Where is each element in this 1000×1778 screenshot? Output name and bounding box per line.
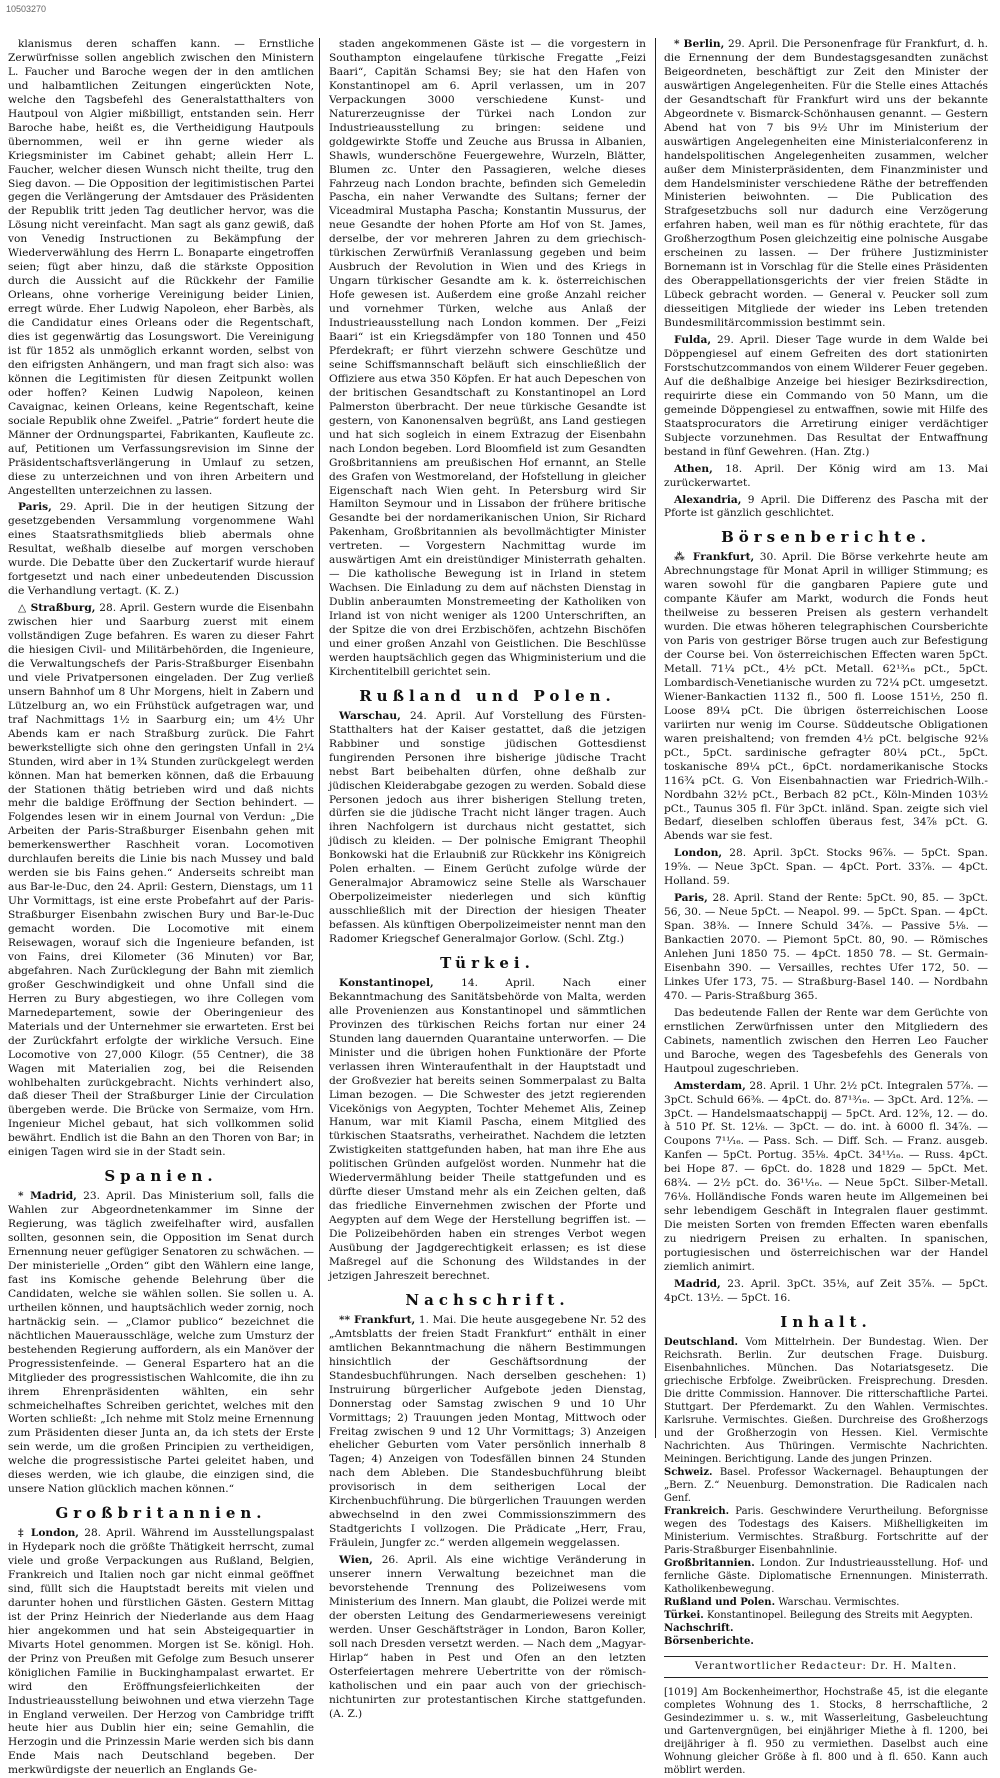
article-text: 24. April. Auf Vorstellung des Fürsten-Statthalters hat der Kaiser gestattet, daß die jetzigen Rabbiner und sonstige jüdischen Gottesdienst fungirenden Personen ihre bisherige jüdische Tracht nebst Bart beibehalten dürfen, ohne deßhalb zur jüdischen Kleiderabgabe gezogen zu werden. Sobald diese Personen jedoch aus ihrer bisherigen Stellung treten, dürfen sie die jüdische Tracht nicht länger tragen. Auch ihren Nachfolgern ist durchaus nicht gestattet, sich jüdisch zu kleiden. — Der polnische Emigrant Theophil Bonkowski hat die Erlaubniß zur Rückkehr ins Königreich Polen erhalten. — Einem Gerücht zufolge würde der Generalmajor Abramowicz seine Stelle als Warschauer Oberpolizeimeister niederlegen und sich künftig ausschließlich mit der Direction der hiesigen Theater befassen. Als künftigen Oberpolizeimeister nennt man den Radomer Kriegschef Generalmajor Gorlow. (Schl. Ztg.) xyxy=(329,709,646,946)
article-text: 28. April. Während im Ausstellungspalast in Hydepark noch die größte Thätigkeit herrscht, zumal viele und große Verpackungen aus Rußland, Belgien, Frankreich und Italien noch gar nicht einmal geöffnet sind, füllt sich die Hauptstadt bereits mit vielen und darunter hohen und fürstlichen Gästen. Gestern Mittag ist der Prinz Heinrich der Niederlande aus dem Haag hier angekommen und hat sein Absteigequartier in Mivarts Hotel genommen. Morgen ist Se. königl. Hoh. der Prinz von Preußen mit Gefolge zum Besuch unserer königlichen Familie in Buckinghampalast erwartet. Er wird den Eröffnungsfeierlichkeiten der Industrieausstellung beiwohnen und etwa vierzehn Tage in England verweilen. Der Herzog von Cambridge trifft heute hier aus Dublin hier ein; seine Gemahlin, die Herzogin und die Prinzessin Marie werden sich bis dann Ende Mais nach Deutschland begeben. Der merkwürdigste der neuerlich an Englands Ge- xyxy=(8,1527,314,1777)
dateline-place: London, xyxy=(674,847,723,860)
dateline-place: ‡ London, xyxy=(18,1527,79,1540)
toc-entry xyxy=(664,1505,988,1557)
article-text: 26. April. Als eine wichtige Veränderung in unserer innern Verwaltung bezeichnet man die bevorstehende Trennung des Polizeiwesens vom Ministerium des Innern. Man glaubt, die Polizei werde mit der obersten Leitung des Gendarmeriewesens vereinigt werden. Unser Geschäftsträger in London, Baron Koller, soll nach Dresden versetzt werden. — Nach dem „Magyar-Hirlap“ haben in Pest und Ofen an den letzten Osterfeiertagen mehrere Uebertritte von der römisch-katholischen und ein paar auch von der griechisch-nichtunirten zur protestantischen Kirche stattgefunden. (A. Z.) xyxy=(329,1554,646,1720)
article-text: 28. April. 3pCt. Stocks 96⅞. — 5pCt. Span. 19⅝. — Neue 3pCt. Span. — 4pCt. Port. 33⅞. — 4pCt. Holland. 59. xyxy=(664,847,988,888)
dateline-place: ⁂ Frankfurt, xyxy=(674,551,755,564)
article-france-continued: klanismus deren schaffen kann. — Ernstliche Zerwürfnisse sollen angeblich zwischen den Ministern L. Faucher und Baroche wegen der in den amtlichen und halbamtlichen Zeitungen eingerückten Note, welche den Tagsbefehl des Generalstatthalters von Hautpoul von Algier mißbilligt, entstanden sein. Herr Baroche habe, heißt es, die Vertheidigung Hautpouls übernommen, weil er ihn gerne wieder als Kriegsminister im Cabinet gehabt; allein Herr L. Faucher, welcher diesen Wunsch nicht theilte, trug den Sieg davon. — Die Opposition der legitimistischen Partei gegen die Verlängerung der Amtsdauer des Präsidenten der Republik tritt jeden Tag deutlicher hervor, was die Lösung nicht vereinfacht. Man sagt als ganz gewiß, daß von Venedig Instructionen zu Bekämpfung der Wiederverwählung des Herrn L. Bonaparte eingetroffen seien; fügt aber hinzu, daß die stärkste Opposition durch die Aussicht auf die Rückkehr der Familie Orleans, ohne vorherige Vereinigung beider Linien, erregt würde. Eher Ludwig Napoleon, eher Barbès, als die Candidatur eines Orleans oder die Regentschaft, dies ist gegenwärtig das Losungswort. Die Vereinigung ist für 1852 als unmöglich erkannt worden, selbst von den eifrigsten Anhängern, und man fragt sich also: was können die Legitimisten für diesen Zeitpunkt wollen oder hoffen? Keinen Ludwig Napoleon, keinen Cavaignac, keinen Orleans, keine Regentschaft, keine sociale Republik ohne Zweifel. „Patrie“ fordert heute die Männer der Ordnungspartei, Fabrikanten, Kaufleute zc. auf, Petitionen um Verfassungsrevision im Sinne der Präsidentschaftsverlängerung in Umlauf zu setzen, diese zu unterzeichnen und von ihren Arbeitern und Angestellten unterzeichnen zu lassen. xyxy=(8,38,314,497)
article-fulda xyxy=(664,334,988,460)
dateline-place: * Madrid, xyxy=(18,1190,77,1203)
toc-entry-head: Großbritannien. xyxy=(664,1557,755,1569)
article-text: 1. Mai. Die heute ausgegebene Nr. 52 des „Amtsblatts der freien Stadt Frankfurt“ enthält in einer amtlichen Bekanntmachung die nähern Bestimmungen hinsichtlich der Geschäftsordnung der Standesbuchführungen. Nach derselben geschehen: 1) Instruirung bürgerlicher Aufgebote jeden Dienstag, Donnerstag oder Samstag zwischen 9 und 10 Uhr Vormittags; 2) Trauungen jeden Montag, Mittwoch oder Freitag zwischen 9 und 12 Uhr Vormittags; 3) Anzeigen ehelicher Geburten vom Vater persönlich innerhalb 8 Tagen; 4) Anzeigen von Todesfällen binnen 24 Stunden nach dem Ableben. Die Standesbuchführung bleibt provisorisch in dem seitherigen Local der Kirchenbuchführung. Die bürgerlichen Trauungen werden abwechselnd in den zwei Commissionszimmern des Stadtgerichts I vollzogen. Die Prädicate „Herr, Frau, Fräulein, Jungfer zc.“ werden allgemein weggelassen. xyxy=(329,1313,647,1550)
article-warschau xyxy=(329,710,646,947)
toc-entry-text: Basel. Professor Wackernagel. Behauptungen der „Bern. Z.“ Neuenburg. Demonstration. Die Radicalen nach Genf. xyxy=(664,1466,989,1504)
dateline-place: Amsterdam, xyxy=(674,1079,746,1092)
toc-entry-text: Vom Mittelrhein. Der Bundestag. Wien. Der Reichsrath. Berlin. Zur deutschen Frage. Duisburg. Eisenbahnliches. München. Das Notariatsgesetz. Die griechische Erbfolge. Zweibrücken. Freisprechung. Dresden. Die dritte Commission. Hannover. Die ritterschaftliche Partei. Stuttgart. Der Pferdemarkt. Zu den Wahlen. Vermischtes. Karlsruhe. Vermischtes. Gießen. Durchreise des Großherzogs und der Großherzogin von Hessen. Kiel. Vermischte Nachrichten. Aus Thüringen. Vermischte Nachrichten. Meiningen. Berichtigung. Lande des jungen Prinzen. xyxy=(664,1336,988,1465)
dateline-place: Konstantinopel, xyxy=(339,976,434,989)
toc-entry xyxy=(664,1609,988,1622)
column-rule xyxy=(655,38,656,1438)
toc-entry-head: Nachschrift. xyxy=(664,1622,734,1634)
market-report-paris xyxy=(664,892,988,1004)
toc-entry-head: Türkei. xyxy=(664,1609,704,1621)
editor-line: Verantwortlicher Redacteur: Dr. H. Malten. xyxy=(664,1656,988,1678)
article-madrid xyxy=(8,1190,314,1497)
article-text: 28. April. Stand der Rente: 5pCt. 90, 85. — 3pCt. 56, 30. — Neue 5pCt. — Neapol. 99. — 5pCt. Span. — 4pCt. Span. 38⅜. — Innere Schuld 34⅞. — Passive 5⅛. — Bankactien 2070. — Piemont 5pCt. 80, 90. — Römisches Anlehen Juni 1850 75. — 4pCt. 1850 78. — St. Germain-Eisenbahn 390. — Versailles, rechtes Ufer 172, 50. — Linkes Ufer 173, 75. — Straßburg-Basel 140. — Nordbahn 470. — Paris-Straßburg 365. xyxy=(664,892,988,1002)
toc-entry xyxy=(664,1596,988,1609)
dateline-place: * Berlin, xyxy=(674,38,725,50)
advertisement: [1019] Am Bockenheimerthor, Hochstraße 45, ist die elegante completes Wohnung des 1. Stocks, 8 herrschaftliche, 2 Gesindezimmer u. s. w., mit Wasserleitung, Gasbeleuchtung und Gartenvergnügen, bei einjähriger Miethe à fl. 1200, bei dreijähriger à fl. 950 zu vermiethen. Daselbst auch eine Wohnung gleicher Größe à fl. 800 und à fl. 650. Kann auch möblirt werden. xyxy=(664,1686,988,1776)
dateline-place: Alexandria, xyxy=(674,493,742,506)
article-text: 29. April. Dieser Tage wurde in dem Walde bei Döppengiesel auf einem Gefreiten des dort stationirten Forstschutzcommandos von einem Wilderer Feuer gegeben. Auf die deßhalbige Anzeige bei hiesiger Bezirksdirection, requirirte diese ein Commando von 50 Mann, um die gemeinde Döppengiesel zu entwaffnen, sowie mit Hilfe des Staatsprocurators die Arretirung einiger verdächtiger Subjecte vorzunehmen. Das Resultat der Entwaffnung bestand in fünf Gewehren. (Han. Ztg.) xyxy=(664,334,988,458)
toc-entry-text: Konstantinopel. Beilegung des Streits mit Aegypten. xyxy=(706,1609,973,1621)
dateline-place: Wien, xyxy=(339,1554,373,1567)
article-text: 30. April. Die Börse verkehrte heute am Abrechnungstage für Monat April in williger Stimmung; es waren sowohl für die gangbaren Papiere gute und compante Käufer am Markt, wodurch die Fonds heut theilweise zu besseren Preisen als gestern verhandelt wurden. Die etwas höheren telegraphischen Coursberichte von Paris von gestriger Börse trugen auch zur Befestigung der Course bei. Von österreichischen Effecten waren 5pCt. Metall. 71¼ pCt., 4½ pCt. Metall. 62¹³⁄₁₆ pCt., 5pCt. Lombardisch-Venetianische wurden zu 72¼ pCt. umgesetzt. Wiener-Bankactien 1132 fl., 500 fl. Loose 151½, 250 fl. Loose 89¼ pCt. Die übrigen österreichischen Loose variirten nur wenig im Course. Süddeutsche Obligationen waren preishaltend; von fremden 4½ pCt. belgische 92⅛ pCt., 5pCt. sardinische gefragter 80¼ pCt., 5pCt. toskanische 89¼ pCt., 6pCt. nordamerikanische Stocks 116¾ pCt. G. Von Eisenbahnactien war Friedrich-Wilh.-Nordbahn 32½ pCt., Berbach 82 pCt., Köln-Minden 103½ pCt., Taunus 305 fl. Für 3pCt. inländ. Span. zeigte sich viel Bedarf, dieselben schloffen überaus fest, 34⅞ pCt. G. Abends war sie fest. xyxy=(664,551,988,843)
toc-entry-head: Rußland und Polen. xyxy=(664,1596,776,1608)
section-heading-russland-polen: Rußland und Polen. xyxy=(359,686,616,705)
article-text: 14. April. Nach einer Bekanntmachung des Sanitätsbehörde von Malta, werden alle Provenienzen aus Konstantinopel und sämmtlichen Provinzen des türkischen Reichs fortan nur einer 24 Stunden lang dauernden Quarantaine unterworfen. — Die Minister und die übrigen hohen Funktionäre der Pforte verlassen ihren Winteraufenthalt in der Hauptstadt und der Großvezier hat bereits seinen Sommerpalast zu Balta Liman bezogen. — Die Schwester des jetzt regierenden Vicekönigs von Aegypten, Tochter Mehemet Alis, Zeinep Hanum, war mit Kiamil Pascha, einem Mitglied des türkischen Staatsraths, verheirathet. Nachdem die letzten Zwistigkeiten stattgefunden haben, hat man ihre Ehe aus politischen Gründen aufgelöst worden. Nunmehr hat die Wiedervermählung beider Theile stattgefunden und es dürfte dieser Umstand mehr als ein Zeichen gelten, daß das friedliche Einvernehmen zwischen der Pforte und Aegypten auf dem Wege der Herstellung begriffen ist. — Die Polizeibehörden haben ein strenges Verbot wegen Ausübung der Jagdgerechtigkeit erlassen; es ist diese Maßregel auf die Schonung des Wildstandes in der jetzigen Jahreszeit berechnet. xyxy=(329,976,647,1282)
table-of-contents xyxy=(664,1336,988,1648)
article-text: 28. April. Gestern wurde die Eisenbahn zwischen hier und Saarburg zuerst mit einem vollständigen Zuge befahren. Es waren zu dieser Fahrt die hiesigen Civil- und Militärbehörden, die Ingenieure, die Verwaltungschefs der Paris-Straßburger Eisenbahn und viele Privatpersonen eingeladen. Der Zug verließ unsern Bahnhof um 8 Uhr Morgens, hielt in Zabern und Lützelburg an, wo ein Frühstück aufgetragen war, und traf Nachmittags 1½ in Saarburg ein; um 4½ Uhr Abends kam er nach Straßburg zurück. Die Fahrt bewerkstelligte sich ohne den geringsten Unfall in 2¼ Stunden, wird aber in 1¾ Stunden zurückgelegt werden können. Man hat bemerken können, daß die Erbauung der Stationen thätig betrieben wird und daß nichts mehr die baldige Eröffnung der Section behindert. — Folgendes lesen wir in einem Journal von Verdun: „Die Arbeiten der Paris-Straßburger Eisenbahn gehen mit bemerkenswerther Raschheit voran. Locomotiven durchlaufen bereits die Linie bis nach Mussey und bald werden sie bis Fains gehen.“ Anderseits schreibt man aus Bar-le-Duc, den 24. April: Gestern, Dienstags, um 11 Uhr Vormittags, ist eine erste Probefahrt auf der Paris-Straßburger Eisenbahn zwischen Bury und Bar-le-Duc gemacht worden. Die Locomotive mit einem Reisewagen, worauf sich die Ingenieure befanden, ist von Fains, drei Kilometer (36 Minuten) vor Bar, abgefahren. Nach Zurücklegung der Bahn mit ziemlich großer Geschwindigkeit und ohne Unfall sind die Herren zu Bury abgestiegen, wo ihre Collegen vom Marnedepartement, sowie der Oberingenieur des Materials und der Unternehmer sie erwarteten. Erst bei der Zurückfahrt erfolgte der wirkliche Versuch. Eine Locomotive von 27,000 Kilogr. (55 Centner), die 38 Wagen mit Materialien zog, bei die Reisenden wohlbehalten zurückgebracht. Nichts verhindert also, daß dieser Theil der Straßburger Linie der Circulation übergeben werde. Die Brücke von Sermaize, vom Hrn. Ingenieur Michel gebaut, hat sich vollkommen solid bewährt. Endlich ist die Bahn an den Thoren von Bar; in einigen Tagen wird sie in der Stadt sein. xyxy=(8,602,314,1159)
dateline-place: Madrid, xyxy=(674,1277,721,1290)
dateline-place: Paris, xyxy=(18,501,52,514)
toc-entry xyxy=(664,1466,988,1505)
dateline-place: Fulda, xyxy=(674,334,712,347)
article-frankfurt xyxy=(329,1314,646,1551)
dateline-place: ** Frankfurt, xyxy=(339,1313,416,1326)
article-konstantinopel xyxy=(329,977,646,1284)
market-report-london xyxy=(664,847,988,889)
section-heading-grossbritannien: Großbritannien. xyxy=(55,1504,267,1523)
article-text: 29. April. Die Personenfrage für Frankfurt, d. h. die Ernennung der dem Bundestagsgesandten zunächst Beigeordneten, beschäftigt zur Zeit den Minister der auswärtigen Angelegenheiten. Für die Stelle eines Attachés der Gesandtschaft für Frankfurt wird uns der bekannte Abgeordnete v. Bismarck-Schönhausen genannt. — Gestern Abend hat von 7 bis 9½ Uhr im Ministerium der auswärtigen Angelegenheiten eine Ministerialconferenz in handelspolitischen Angelegenheiten zusammen, welcher außer dem Ministerpräsidenten, dem Finanzminister und dem Handelsminister verschiedene Räthe der betreffenden Ministerien beiwohnten. — Die Publication des Strafgesetzbuchs soll nur dadurch eine Verzögerung erfahren haben, weil man es für nöthig erachtete, für das Großherzogthum Posen gleichzeitig eine polnische Ausgabe erscheinen zu lassen. — Der frühere Justizminister Bornemann ist in Vorschlag für die Stelle eines Präsidenten des Oberappellationsgerichts der vier freien Städte in Lübeck gebracht worden. — General v. Peucker soll zum diesseitigen Mitgliede der wieder ins Leben tretenden Bundesmilitärcommission bestimmt sein. xyxy=(664,38,988,330)
toc-entry xyxy=(664,1557,988,1596)
dateline-place: Athen, xyxy=(674,462,713,475)
toc-entry xyxy=(664,1336,988,1466)
column-right xyxy=(664,38,989,1776)
dateline-place: Paris, xyxy=(674,892,708,905)
section-heading-nachschrift: Nachschrift. xyxy=(405,1290,570,1309)
article-text: 28. April. 1 Uhr. 2½ pCt. Integralen 57⅞. — 3pCt. Schuld 66⅜. — 4pCt. do. 87¹³⁄₁₆. — 3pCt. Ard. 12⅝. — 3pCt. — Handelsmaatschappij — 5pCt. Ard. 12⅝, 12. — do. à 510 Pf. St. 12⅛. — 3pCt. — do. int. à 6000 fl. 34⅞. — Coupons 7¹¹⁄₁₆. — Pass. Sch. — Diff. Sch. — Franz. ausgeb. Kanfen — 5pCt. Portug. 35⅛. 4pCt. 34¹¹⁄₁₆. — Russ. 4pCt. bei Hope 87. — 6pCt. do. 1828 und 1829 — 5pCt. Met. 68¾. — 2½ pCt. do. 36¹¹⁄₁₆. — Neue 5pCt. Silber-Metall. 76⅛. Holländische Fonds waren heute im Allgemeinen bei sehr lebendigem Geschäft in Integralen flauer gestimmt. Die meisten Sorten von fremden Effecten waren ebenfalls zu niedrigern Preisen zu erhalten. In spanischen, portugiesischen und österreichischen war der Handel ziemlich animirt. xyxy=(664,1079,988,1274)
toc-entry xyxy=(664,1622,988,1635)
section-heading-boersenberichte: Börsenberichte. xyxy=(721,528,931,547)
section-heading-spanien: Spanien. xyxy=(104,1167,218,1186)
page-number: 10503270 xyxy=(6,4,47,14)
dateline-place: △ Straßburg, xyxy=(18,602,96,615)
toc-entry-text: Warschau. Vermischtes. xyxy=(778,1596,900,1608)
article-athen xyxy=(664,463,988,491)
article-text: 29. April. Die in der heutigen Sitzung der gesetzgebenden Versammlung vorgenommene Wahl eines Staatsrathsmitglieds blieb abermals ohne Resultat, weßhalb dieselbe auf morgen verschoben wurde. Die Debatte über den Zuckertarif wurde hierauf fortgesetzt und nach einer unbedeutenden Discussion die Verhandlung vertagt. (K. Z.) xyxy=(8,501,315,598)
article-text: 23. April. Das Ministerium soll, falls die Wahlen zur Abgeordnetenkammer im Sinne der Regierung, was täglich zweifelhafter wird, ausfallen sollten, gesonnen sein, die Opposition im Senat durch Ernennung neuer gefügiger Senatoren zu schwächen. — Der ministerielle „Orden“ gibt den Wählern eine lange, fast ins Komische gehende Belehrung über die Candidaten, welche sie wählen sollen. Sie sollen u. A. urtheilen können, und hauptsächlich weder zornig, noch hartnäckig sein. — „Clamor publico“ bezeichnet die nächtlichen Mauerausschläge, welche zum Umsturz der bestehenden Regierung auffordern, als ein Manöver der Progressistenfeinde. — General Espartero hat an die Mitglieder des progressistischen Wahlcomite, die ihn zu ihrem Ehrenpräsidenten wählten, ein sehr schmeichelhaftes Schreiben gerichtet, welches mit den Worten schließt: „Ich nehme mit Stolz meine Ernennung zum Präsidenten dieser Junta an, da ich stets der Erste sein werde, um die großen Principien zu vertheidigen, welche die progressistische Partei geleitet haben, und dieses werden, wie ich glaube, die einzigen sind, die unsere Nation glücklich machen können.“ xyxy=(8,1190,314,1496)
article-london xyxy=(8,1527,314,1778)
toc-entry-text: Paris. Geschwindere Verurtheilung. Beforgnisse wegen des Todestags des Kaisers. Mißhelligkeiten im Ministerium. Vermischtes. Straßburg. Fortschritte auf der Paris-Straßburger Eisenbahnlinie. xyxy=(664,1505,988,1556)
toc-entry-head: Frankreich. xyxy=(664,1505,730,1517)
article-wien xyxy=(329,1554,646,1721)
section-heading-tuerkei: Türkei. xyxy=(440,954,535,972)
article-text: 18. April. Der König wird am 13. Mai zurückerwartet. xyxy=(664,462,988,489)
article-alexandria xyxy=(664,494,988,522)
column-middle xyxy=(329,38,647,1720)
column-left xyxy=(8,38,315,1777)
article-berlin xyxy=(664,38,988,331)
article-london-continued: staden angekommenen Gäste ist — die vorgestern in Southampton eingelaufene türkische Fregatte „Feizi Baari“, Capitän Schamsi Bey; sie hat den Hafen von Konstantinopel am 6. April verlassen, um in 207 Verpackungen 3000 verschiedene Kunst- und Naturerzeugnisse der Türkei nach London zur Industrieausstellung zu bringen: seidene und goldgewirkte Stoffe und Zeuche aus Brussa in Albanien, Shawls, wunderschöne Feuergewehre, Wurzeln, Blätter, Blumen zc. Unter den Passagieren, welche dieses Fahrzeug nach London brachte, befinden sich Gemeledin Pascha, ein naher Verwandte des Sultans; ferner der Viceadmiral Mustapha Pascha; Konstantin Mussurus, der neue Gesandte der hohen Pforte am Hof von St. James, derselbe, der vor mehreren Jahren zu dem griechisch-türkischen Zerwürfniß Veranlassung gegeben und beim Ausbruch der Revolution in Wien und des Kriegs in Ungarn türkischer Gesandte am k. k. österreichischen Hofe gewesen ist. Außerdem eine große Anzahl reicher und vornehmer Türken, welche aus Anlaß der Industrieausstellung nach London kommen. Der „Feizi Baari“ ist ein Kriegsdämpfer von 180 Tonnen und 450 Pferdekraft; er führt vierzehn schwere Geschütze und seine Schiffsmannschaft beläuft sich einschließlich der Offiziere aus etwa 350 Köpfen. Er hat auch Depeschen von der britischen Gesandtschaft zu Konstantinopel an Lord Palmerston überbracht. Der neue türkische Gesandte ist gestern, von Kanonensalven begrüßt, ans Land gestiegen und hat sich sogleich in einem Extrazug der Eisenbahn nach London begeben. Lord Bloomfield ist zum Gesandten Großbritanniens am preußischen Hof ernannt, an Stelle des Grafen von Westmoreland, der Hofstellung in gleicher Eigenschaft nach Wien geht. In Petersburg wird Sir Hamilton Seymour und in Lissabon der frühere britische Gesandte bei der nordamerikanischen Union, Sir Richard Pakenham, Großbritannien als bevollmächtigter Minister vertreten. — Vorgestern Nachmittag wurde im auswärtigen Amt ein dreistündiger Ministerrath gehalten. — Die katholische Bewegung ist in Irland in stetem Wachsen. Die Einladung zu dem auf nächsten Dienstag in Dublin anberaumten Monstremeeting der Katholiken von Irland ist von nicht weniger als 1200 Unterschriften, an der Spitze die von drei Erzbischöfen, achtzehn Bischöfen und einer großen Anzahl von Geistlichen. Die Beschlüsse werden hauptsächlich gegen das Whigministerium und die Kirchentitelbill gerichtet sein. xyxy=(329,38,646,678)
article-text: 9 April. Die Differenz des Pascha mit der Pforte ist gänzlich geschlichtet. xyxy=(664,493,988,520)
section-heading-inhalt: Inhalt. xyxy=(780,1312,872,1331)
column-rule xyxy=(319,38,320,1438)
toc-entry-head: Deutschland. xyxy=(664,1336,738,1348)
market-report-paris-note: Das bedeutende Fallen der Rente war dem Gerüchte von ernstlichen Zerwürfnissen unter den Mitgliedern des Cabinets, namentlich zwischen den Herren Leo Faucher und Baroche, wegen des Tagesbefehls des Generals von Hautpoul zugeschrieben. xyxy=(664,1006,988,1075)
article-strassburg xyxy=(8,602,314,1160)
market-report-amsterdam xyxy=(664,1080,988,1275)
toc-entry-text: London. Zur Industrieausstellung. Hof- und fernliche Gäste. Diplomatische Ernennungen. Ministerrath. Katholikenbewegung. xyxy=(664,1557,989,1595)
toc-entry-head: Schweiz. xyxy=(664,1466,713,1478)
market-report-madrid xyxy=(664,1278,988,1306)
article-text: 23. April. 3pCt. 35⅛, auf Zeit 35⅞. — 5pCt. 4pCt. 13½. — 5pCt. 16. xyxy=(664,1277,988,1304)
toc-entry-head: Börsenberichte. xyxy=(664,1635,754,1647)
dateline-place: Warschau, xyxy=(339,709,401,722)
article-paris xyxy=(8,501,314,599)
market-report-frankfurt xyxy=(664,551,988,844)
toc-entry xyxy=(664,1635,988,1648)
